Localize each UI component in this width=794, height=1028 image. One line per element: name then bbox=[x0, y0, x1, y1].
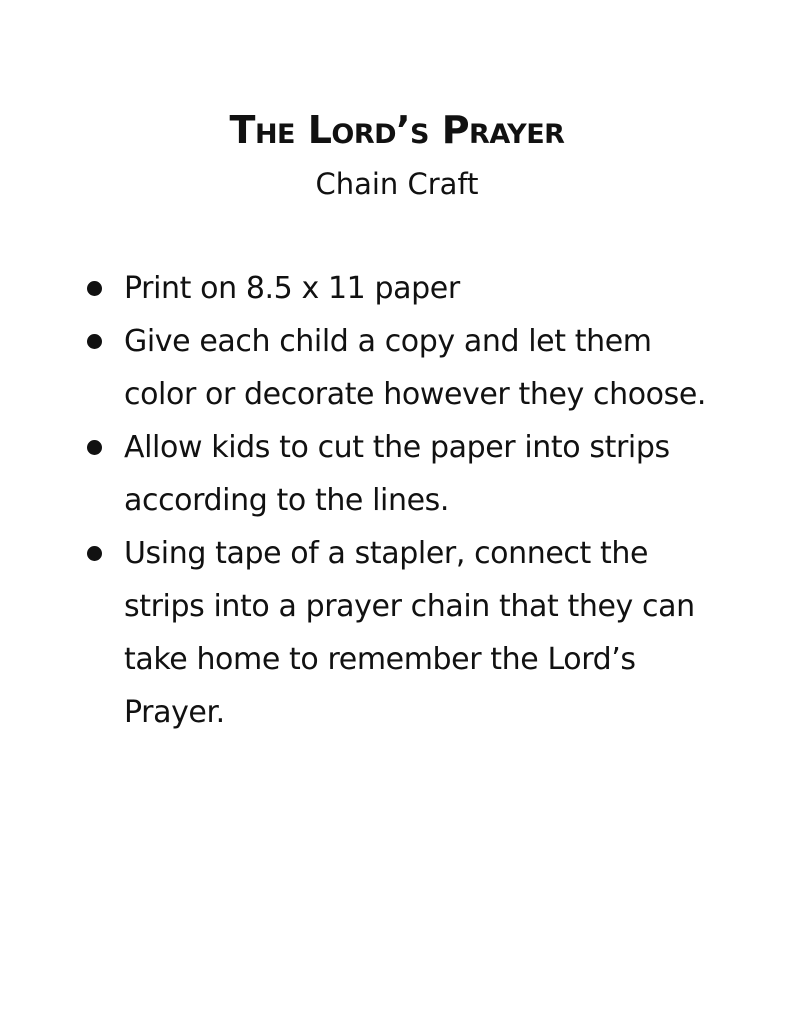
instruction-text: Using tape of a stapler, connect the strips into a prayer chain that they can take home to remember the Lord’s Prayer. bbox=[124, 536, 695, 730]
instruction-text: Allow kids to cut the paper into strips according to the lines. bbox=[124, 430, 670, 518]
list-item bbox=[82, 527, 732, 739]
bullet-icon bbox=[87, 440, 102, 455]
list-item bbox=[82, 262, 732, 315]
bullet-icon bbox=[87, 334, 102, 349]
instruction-text: Give each child a copy and let them color or decorate however they choose. bbox=[124, 324, 707, 412]
list-item bbox=[82, 421, 732, 527]
bullet-icon bbox=[87, 546, 102, 561]
page-title: The Lord’s Prayer bbox=[229, 108, 565, 152]
instruction-text: Print on 8.5 x 11 paper bbox=[124, 271, 460, 306]
bullet-icon bbox=[87, 281, 102, 296]
instructions-list bbox=[82, 262, 732, 739]
list-item bbox=[82, 315, 732, 421]
page-subtitle: Chain Craft bbox=[315, 167, 479, 201]
